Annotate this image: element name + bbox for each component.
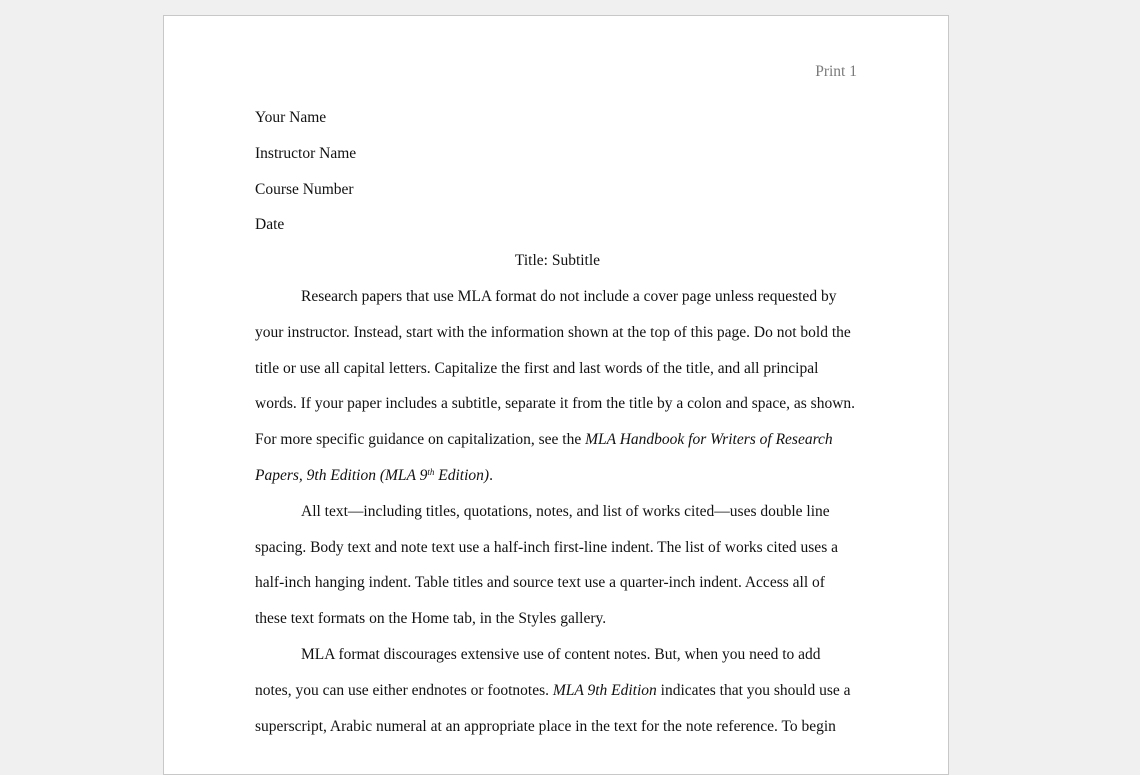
italic-run: Edition) xyxy=(434,466,490,484)
text-run: . xyxy=(489,466,493,484)
paper-title: Title: Subtitle xyxy=(514,252,601,270)
text-run: indicates that you should use a xyxy=(656,681,851,699)
paragraph-line: spacing. Body text and note text use a half-inch first-line indent. The list of works cited uses a xyxy=(255,538,838,556)
superscript: th xyxy=(427,466,435,477)
course-number: Course Number xyxy=(255,180,354,198)
paragraph-line: title or use all capital letters. Capitalize the first and last words of the title, and all principal xyxy=(255,359,819,377)
paragraph-line: MLA format discourages extensive use of content notes. But, when you need to add xyxy=(301,645,821,663)
document-body[interactable] xyxy=(255,100,860,744)
paragraph-line: half-inch hanging indent. Table titles and source text use a quarter-inch indent. Access all of xyxy=(255,574,825,592)
paragraph-line: Research papers that use MLA format do not include a cover page unless requested by xyxy=(301,287,837,305)
date: Date xyxy=(255,216,285,234)
instructor-name: Instructor Name xyxy=(255,144,357,162)
paragraph-line: your instructor. Instead, start with the information shown at the top of this page. Do not bold the xyxy=(255,323,851,341)
paragraph-line xyxy=(255,422,860,458)
text-run: For more specific guidance on capitalization, see the xyxy=(255,431,586,449)
paragraph-line xyxy=(255,458,860,494)
text-run: notes, you can use either endnotes or footnotes. xyxy=(255,681,553,699)
italic-run: MLA Handbook for Writers of Research xyxy=(585,431,833,449)
paragraph-2 xyxy=(255,494,860,637)
author-name: Your Name xyxy=(255,109,327,126)
paragraph-1 xyxy=(255,279,860,494)
paragraph-line xyxy=(255,673,860,709)
italic-run: MLA 9th Edition xyxy=(552,681,657,699)
document-page[interactable] xyxy=(163,15,949,775)
paragraph-line: All text—including titles, quotations, notes, and list of works cited—uses double line xyxy=(301,502,830,520)
italic-run: Papers, 9th Edition (MLA 9 xyxy=(255,466,428,484)
page-header: Print 1 xyxy=(815,63,857,80)
paragraph-line: superscript, Arabic numeral at an appropriate place in the text for the note reference. To begin xyxy=(255,717,836,735)
paragraph-line: words. If your paper includes a subtitle, separate it from the title by a colon and space, as shown. xyxy=(255,395,856,413)
paragraph-line: these text formats on the Home tab, in the Styles gallery. xyxy=(255,610,607,628)
paragraph-3 xyxy=(255,637,860,744)
